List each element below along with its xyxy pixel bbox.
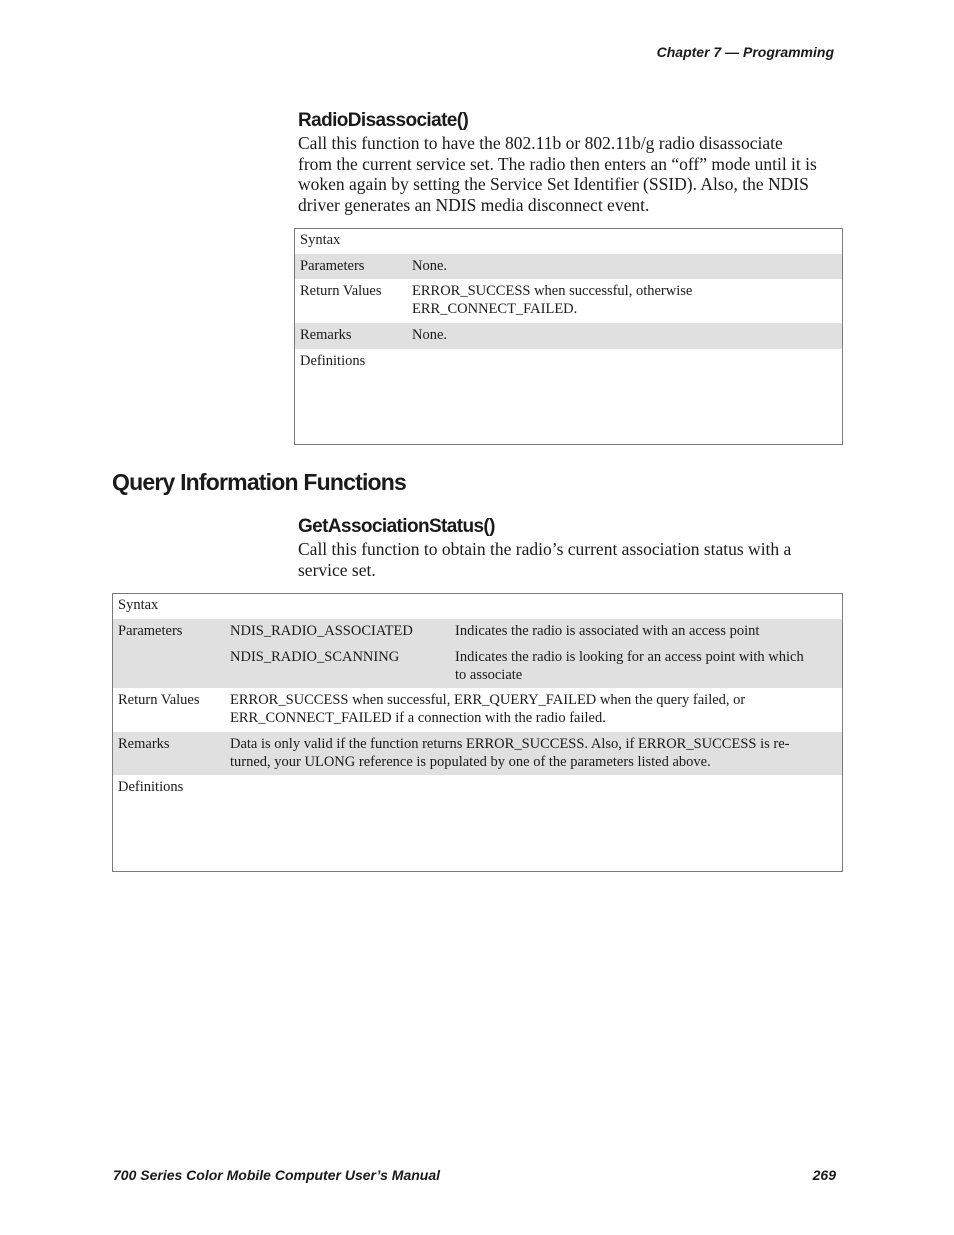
value-line: Indicates the radio is looking for an access point with which	[455, 649, 804, 665]
table-row-remarks	[295, 323, 842, 349]
function-title-getassociationstatus: GetAssociationStatus()	[298, 516, 495, 537]
table-row-remarks	[113, 732, 842, 775]
description-line: Call this function to obtain the radio’s current association status with a	[298, 539, 792, 559]
row-value	[412, 282, 692, 318]
description-line: service set.	[298, 559, 376, 580]
param-description	[455, 648, 804, 684]
row-label: Definitions	[300, 353, 366, 369]
value-line: to associate	[455, 667, 523, 683]
table-row-syntax	[295, 229, 842, 254]
value-line: Data is only valid if the function returns ERROR_SUCCESS. Also, if ERROR_SUCCESS is re-	[230, 736, 790, 752]
row-label: Syntax	[118, 597, 159, 613]
param-description: Indicates the radio is associated with an access point	[455, 623, 760, 639]
function-table	[112, 593, 843, 872]
row-label: Return Values	[300, 283, 382, 299]
description-line: driver generates an NDIS media disconnect event.	[298, 194, 650, 215]
value-line: ERROR_SUCCESS when successful, otherwise	[412, 283, 693, 299]
footer-manual-title: 700 Series Color Mobile Computer User’s Manual	[113, 1167, 441, 1183]
row-label: Remarks	[118, 736, 170, 752]
value-line: ERROR_SUCCESS when successful, ERR_QUERY_FAILED when the query failed, or	[230, 692, 746, 708]
table-row-definitions	[295, 349, 842, 444]
row-value: None.	[412, 327, 448, 343]
row-label: Definitions	[118, 779, 184, 795]
param-name: NDIS_RADIO_ASSOCIATED	[230, 623, 413, 639]
description-line: from the current service set. The radio then enters an “off” mode until it is	[298, 153, 817, 174]
function-description	[298, 539, 843, 580]
running-header: Chapter 7 — Programming	[656, 44, 834, 60]
row-value	[230, 691, 745, 727]
table-row-return-values	[113, 688, 842, 732]
row-label: Return Values	[118, 692, 200, 708]
row-value	[230, 735, 789, 771]
function-title-radiodisassociate: RadioDisassociate()	[298, 110, 469, 131]
value-line: ERR_CONNECT_FAILED if a connection with the radio failed.	[230, 710, 606, 726]
value-line: ERR_CONNECT_FAILED.	[412, 301, 578, 317]
table-row-parameters	[113, 619, 842, 688]
value-line: turned, your ULONG reference is populated by one of the parameters listed above.	[230, 754, 711, 770]
description-line: Call this function to have the 802.11b or 802.11b/g radio disassociate	[298, 133, 783, 153]
description-line: woken again by setting the Service Set Identifier (SSID). Also, the NDIS	[298, 174, 809, 194]
function-table	[294, 228, 843, 445]
section-heading: Query Information Functions	[112, 469, 407, 495]
table-row-syntax	[113, 594, 842, 619]
table-row-parameters	[295, 254, 842, 279]
param-name: NDIS_RADIO_SCANNING	[230, 649, 400, 665]
table-row-return-values	[295, 279, 842, 323]
function-description	[298, 133, 843, 215]
row-label: Syntax	[300, 232, 341, 248]
row-value: None.	[412, 258, 448, 274]
footer-page-number: 269	[812, 1167, 836, 1183]
row-label: Remarks	[300, 327, 352, 343]
row-label: Parameters	[118, 623, 183, 639]
row-label: Parameters	[300, 258, 365, 274]
table-row-definitions	[113, 775, 842, 871]
